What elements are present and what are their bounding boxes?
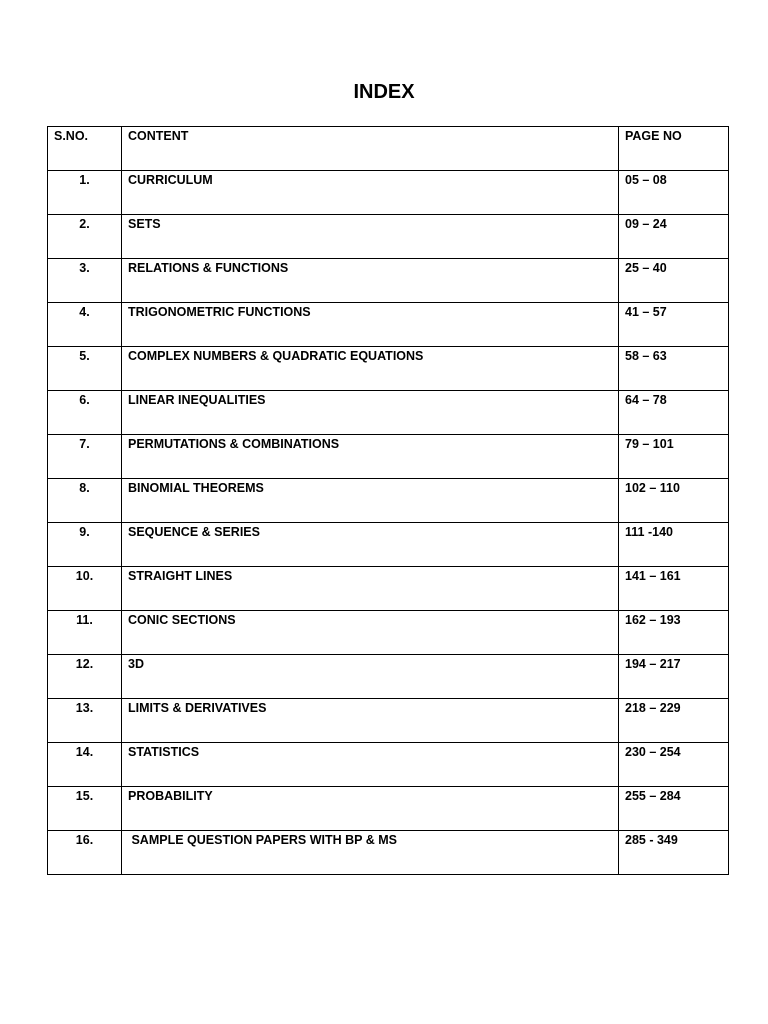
- row-page-range-cell: [619, 479, 729, 523]
- row-page-range-cell: [619, 567, 729, 611]
- row-sno-cell: [48, 435, 122, 479]
- row-sno-cell: [48, 743, 122, 787]
- row-content: LINEAR INEQUALITIES: [128, 393, 266, 407]
- row-content: TRIGONOMETRIC FUNCTIONS: [128, 305, 311, 319]
- header-page: [619, 127, 729, 171]
- row-page-range-cell: [619, 347, 729, 391]
- row-sno-cell: [48, 611, 122, 655]
- row-sno-cell: [48, 259, 122, 303]
- row-content-cell: [122, 259, 619, 303]
- row-content-cell: [122, 655, 619, 699]
- header-sno-label: S.NO.: [54, 129, 89, 143]
- row-page-range: 102 – 110: [625, 481, 680, 495]
- row-content-cell: [122, 831, 619, 875]
- row-content-cell: [122, 479, 619, 523]
- table-row: [48, 391, 729, 435]
- row-page-range-cell: [619, 215, 729, 259]
- row-sno-cell: [48, 567, 122, 611]
- row-content-cell: [122, 699, 619, 743]
- row-content: COMPLEX NUMBERS & QUADRATIC EQUATIONS: [128, 349, 424, 363]
- table-row: [48, 787, 729, 831]
- table-row: [48, 435, 729, 479]
- row-sno: 3.: [79, 261, 90, 275]
- row-page-range-cell: [619, 435, 729, 479]
- row-page-range-cell: [619, 655, 729, 699]
- table-row: [48, 523, 729, 567]
- row-content-cell: [122, 567, 619, 611]
- row-content-cell: [122, 303, 619, 347]
- row-sno: 11.: [76, 613, 93, 627]
- row-page-range-cell: [619, 391, 729, 435]
- row-sno-cell: [48, 831, 122, 875]
- row-content: RELATIONS & FUNCTIONS: [128, 261, 289, 275]
- row-sno: 1.: [79, 173, 90, 187]
- row-content: PERMUTATIONS & COMBINATIONS: [128, 437, 340, 451]
- table-row: [48, 567, 729, 611]
- index-table: [47, 126, 729, 875]
- row-sno: 8.: [79, 481, 90, 495]
- header-content-label: CONTENT: [128, 129, 189, 143]
- row-sno-cell: [48, 787, 122, 831]
- header-content: [122, 127, 619, 171]
- row-page-range: 111 -140: [625, 525, 673, 539]
- row-content: STATISTICS: [128, 745, 200, 759]
- row-page-range-cell: [619, 699, 729, 743]
- row-sno-cell: [48, 699, 122, 743]
- row-page-range-cell: [619, 303, 729, 347]
- table-row: [48, 215, 729, 259]
- table-header-row: [48, 127, 729, 171]
- row-sno-cell: [48, 171, 122, 215]
- row-sno: 5.: [79, 349, 90, 363]
- table-row: [48, 831, 729, 875]
- row-page-range: 64 – 78: [625, 393, 667, 407]
- table-row: [48, 303, 729, 347]
- row-content-cell: [122, 347, 619, 391]
- row-page-range: 255 – 284: [625, 789, 681, 803]
- row-page-range-cell: [619, 523, 729, 567]
- row-sno: 15.: [75, 789, 94, 803]
- row-content: SAMPLE QUESTION PAPERS WITH BP & MS: [128, 833, 398, 847]
- row-sno-cell: [48, 523, 122, 567]
- row-sno: 12.: [75, 657, 94, 671]
- row-content-cell: [122, 743, 619, 787]
- row-page-range-cell: [619, 611, 729, 655]
- row-page-range: 25 – 40: [625, 261, 667, 275]
- row-page-range: 41 – 57: [625, 305, 667, 319]
- row-sno-cell: [48, 215, 122, 259]
- row-content: PROBABILITY: [128, 789, 213, 803]
- row-content: 3D: [128, 657, 144, 671]
- row-sno-cell: [48, 303, 122, 347]
- row-page-range-cell: [619, 259, 729, 303]
- row-content: BINOMIAL THEOREMS: [128, 481, 264, 495]
- header-sno: [48, 127, 122, 171]
- table-row: [48, 259, 729, 303]
- row-page-range: 218 – 229: [625, 701, 681, 715]
- row-sno: 10.: [75, 569, 94, 583]
- table-row: [48, 171, 729, 215]
- row-page-range: 79 – 101: [625, 437, 674, 451]
- row-sno: 6.: [79, 393, 90, 407]
- table-row: [48, 655, 729, 699]
- row-page-range-cell: [619, 743, 729, 787]
- row-content-cell: [122, 787, 619, 831]
- row-content-cell: [122, 435, 619, 479]
- table-row: [48, 479, 729, 523]
- row-page-range: 05 – 08: [625, 173, 667, 187]
- header-page-label: PAGE NO: [625, 129, 682, 143]
- table-row: [48, 347, 729, 391]
- row-sno: 4.: [79, 305, 90, 319]
- row-sno-cell: [48, 391, 122, 435]
- row-content: SETS: [128, 217, 161, 231]
- row-sno: 13.: [75, 701, 94, 715]
- row-content-cell: [122, 215, 619, 259]
- row-content-cell: [122, 171, 619, 215]
- row-page-range: 162 – 193: [625, 613, 681, 627]
- row-sno-cell: [48, 655, 122, 699]
- row-page-range: 141 – 161: [625, 569, 681, 583]
- row-sno: 7.: [79, 437, 90, 451]
- row-content-cell: [122, 611, 619, 655]
- row-page-range: 230 – 254: [625, 745, 681, 759]
- page-title: INDEX: [353, 81, 415, 103]
- row-content: SEQUENCE & SERIES: [128, 525, 260, 539]
- row-content: STRAIGHT LINES: [128, 569, 233, 583]
- row-sno: 14.: [75, 745, 94, 759]
- row-sno: 16.: [75, 833, 94, 847]
- row-content: CONIC SECTIONS: [128, 613, 236, 627]
- row-page-range-cell: [619, 831, 729, 875]
- table-row: [48, 611, 729, 655]
- row-page-range-cell: [619, 171, 729, 215]
- table-row: [48, 699, 729, 743]
- row-content-cell: [122, 391, 619, 435]
- row-sno-cell: [48, 479, 122, 523]
- row-page-range: 09 – 24: [625, 217, 667, 231]
- row-page-range: 285 - 349: [625, 833, 678, 847]
- row-sno: 2.: [79, 217, 90, 231]
- row-content: LIMITS & DERIVATIVES: [128, 701, 267, 715]
- row-sno: 9.: [79, 525, 90, 539]
- row-sno-cell: [48, 347, 122, 391]
- row-content: CURRICULUM: [128, 173, 213, 187]
- row-content-cell: [122, 523, 619, 567]
- table-row: [48, 743, 729, 787]
- row-page-range-cell: [619, 787, 729, 831]
- row-page-range: 58 – 63: [625, 349, 667, 363]
- row-page-range: 194 – 217: [625, 657, 681, 671]
